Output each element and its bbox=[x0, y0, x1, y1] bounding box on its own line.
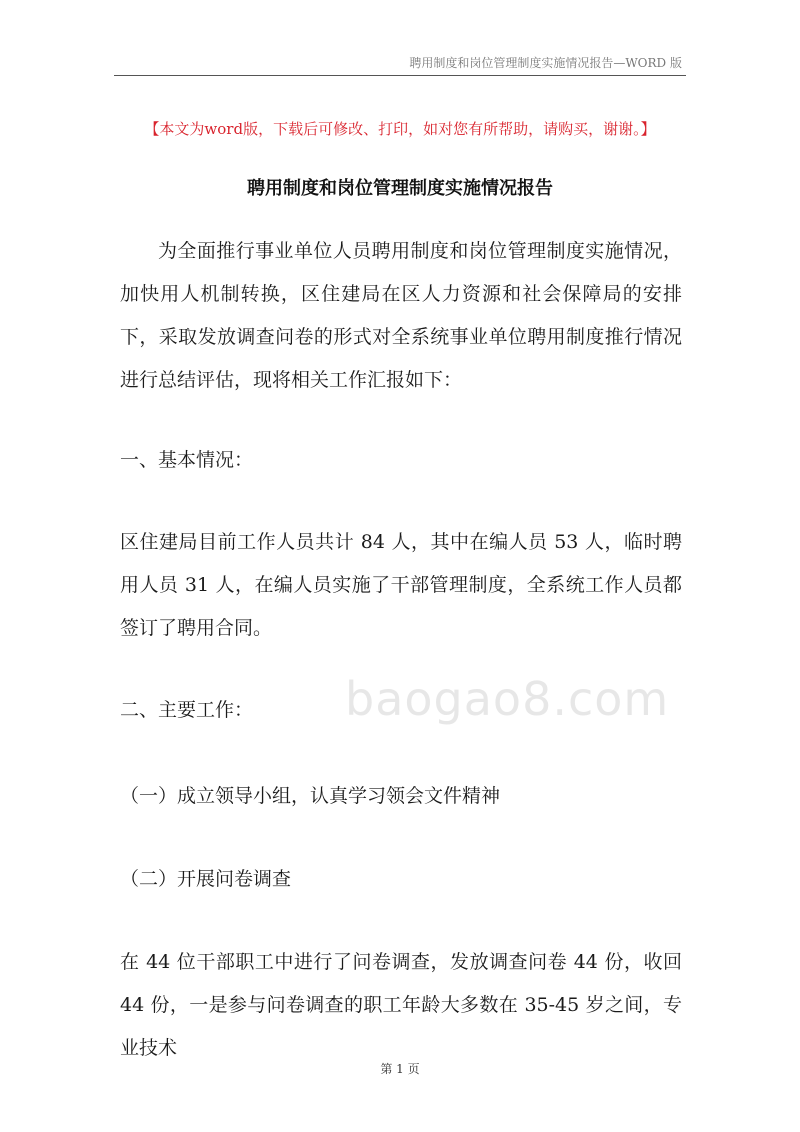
section-2-heading: 二、主要工作： bbox=[120, 699, 254, 721]
document-title: 聘用制度和岗位管理制度实施情况报告 bbox=[247, 178, 553, 199]
section-1-heading: 一、基本情况： bbox=[120, 449, 254, 471]
header-divider bbox=[114, 75, 686, 76]
subsection-2-heading: （二）开展问卷调查 bbox=[120, 868, 292, 890]
site-watermark: baogao8.com bbox=[345, 672, 670, 726]
subsection-1-heading: （一）成立领导小组，认真学习领会文件精神 bbox=[120, 785, 501, 807]
running-header: 聘用制度和岗位管理制度实施情况报告—WORD 版 bbox=[409, 56, 682, 70]
section-1-body: 区住建局目前工作人员共计 84 人，其中在编人员 53 人，临时聘用人员 31 人，在编人员实施了干部管理制度，全系统工作人员都签订了聘用合同。 bbox=[120, 531, 682, 639]
page-number: 第 1 页 bbox=[380, 1062, 420, 1076]
intro-paragraph: 为全面推行事业单位人员聘用制度和岗位管理制度实施情况，加快用人机制转换，区住建局在区人力资源和社会保障局的安排下，采取发放调查问卷的形式对全系统事业单位聘用制度推行情况进行总结评估，现将相关工作汇报如下： bbox=[120, 240, 682, 391]
purchase-notice: 【本文为word版，下载后可修改、打印，如对您有所帮助，请购买，谢谢。】 bbox=[144, 120, 656, 138]
survey-paragraph: 在 44 位干部职工中进行了问卷调查，发放调查问卷 44 份，收回 44 份，一是参与问卷调查的职工年龄大多数在 35-45 岁之间，专业技术 bbox=[120, 951, 682, 1059]
